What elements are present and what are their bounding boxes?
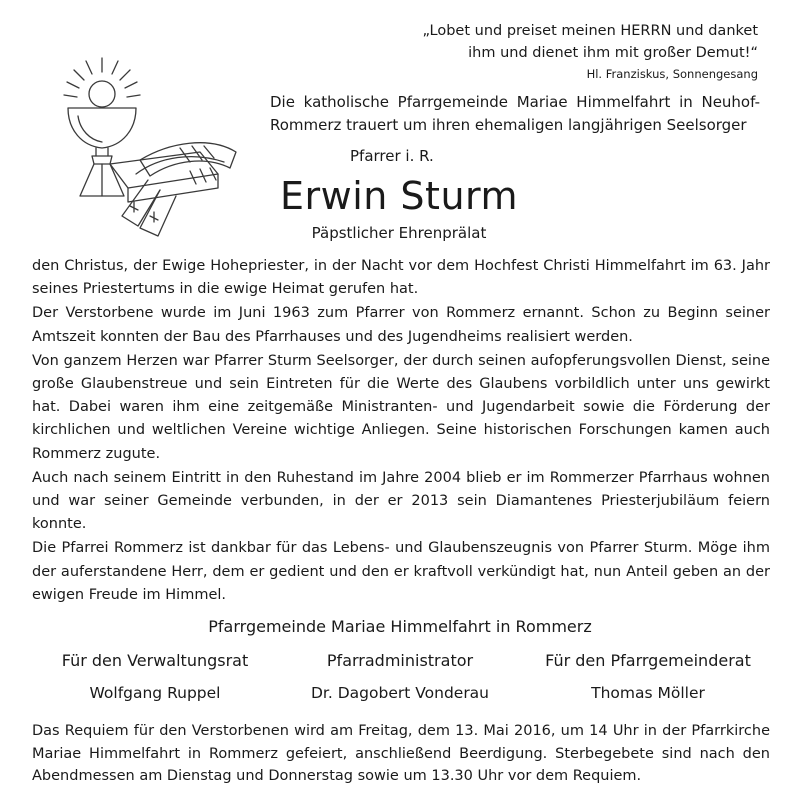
body-paragraph: Auch nach seinem Eintritt in den Ruhestand im Jahre 2004 blieb er im Rommerzer Pfarrhaus wohnen und war seiner Gemeinde verbunden, in der er 2013 sein Diamantenes Priesterjubiläum feiern konnte. xyxy=(32,469,770,533)
deceased-honor: Päpstlicher Ehrenprälat xyxy=(311,224,487,242)
signatory-role: Pfarradministrator xyxy=(326,651,474,670)
requiem-notice: Das Requiem für den Verstorbenen wird am Freitag, dem 13. Mai 2016, um 14 Uhr in der Pfarrkirche Mariae Himmelfahrt in Rommerz gefeiert, anschließend Beerdigung. Sterbegebete sind nach den Abendmessen am Dienstag und Donnerstag sowie um 13.30 Uhr vor dem Requiem. xyxy=(32,723,770,784)
signatory-name: Wolfgang Ruppel xyxy=(89,684,221,702)
body-paragraph: den Christus, der Ewige Hohepriester, in der Nacht vor dem Hochfest Christi Himmelfahrt im 63. Jahr seines Priestertums in die ewige Heimat gerufen hat. xyxy=(32,258,770,298)
signatory-role: Für den Verwaltungsrat xyxy=(61,651,249,670)
scripture-quote xyxy=(423,20,758,83)
obituary-body xyxy=(32,255,770,607)
intro-text: Die katholische Pfarrgemeinde Mariae Himmelfahrt in Neuhof-Rommerz trauert um ihren ehemaligen langjährigen Seelsorger xyxy=(270,93,760,134)
body-paragraph: Von ganzem Herzen war Pfarrer Sturm Seelsorger, der durch seinen aufopferungsvollen Dienst, seine große Glaubenstreue und sein Eintreten für die Werte des Glaubens vorbildlich unter uns gewirkt hat. Dabei waren ihm eine zeitgemäße Ministranten- und Jugendarbeit sowie die Förderung der kirchlichen und weltlichen Vereine wichtige Anliegen. Seine historischen Forschungen kamen auch Rommerz zugute. xyxy=(32,352,770,462)
signatory-name: Dr. Dagobert Vonderau xyxy=(310,684,490,702)
chalice-host-stole-book-icon xyxy=(40,56,250,241)
body-paragraph: Der Verstorbene wurde im Juni 1963 zum Pfarrer von Rommerz ernannt. Schon zu Beginn seiner Amtszeit konnten der Bau des Pfarrhauses und des Jugendheims realisiert werden. xyxy=(32,305,770,345)
quote-line-2: ihm und dienet ihm mit großer Demut!“ xyxy=(468,45,758,61)
signatory-name: Thomas Möller xyxy=(591,684,705,702)
signatory-administrative-council xyxy=(25,648,285,706)
signatory-administrator xyxy=(270,648,530,706)
parish-name: Pfarrgemeinde Mariae Himmelfahrt in Rommerz xyxy=(208,617,592,636)
body-paragraph: Die Pfarrei Rommerz ist dankbar für das Lebens- und Glaubenszeugnis von Pfarrer Sturm. Möge ihm der auferstandene Herr, dem er gedient und den er kraftvoll verkündigt hat, nun Anteil geben an der ewigen Freude im Himmel. xyxy=(32,540,770,603)
quote-source: Hl. Franziskus, Sonnengesang xyxy=(586,67,758,81)
quote-line-1: „Lobet und preiset meinen HERRN und danket xyxy=(422,23,758,39)
deceased-name: Erwin Sturm xyxy=(279,174,518,218)
signatory-role: Für den Pfarrgemeinderat xyxy=(545,651,751,670)
signatory-parish-council xyxy=(518,648,778,706)
deceased-rank: Pfarrer i. R. xyxy=(350,147,434,165)
